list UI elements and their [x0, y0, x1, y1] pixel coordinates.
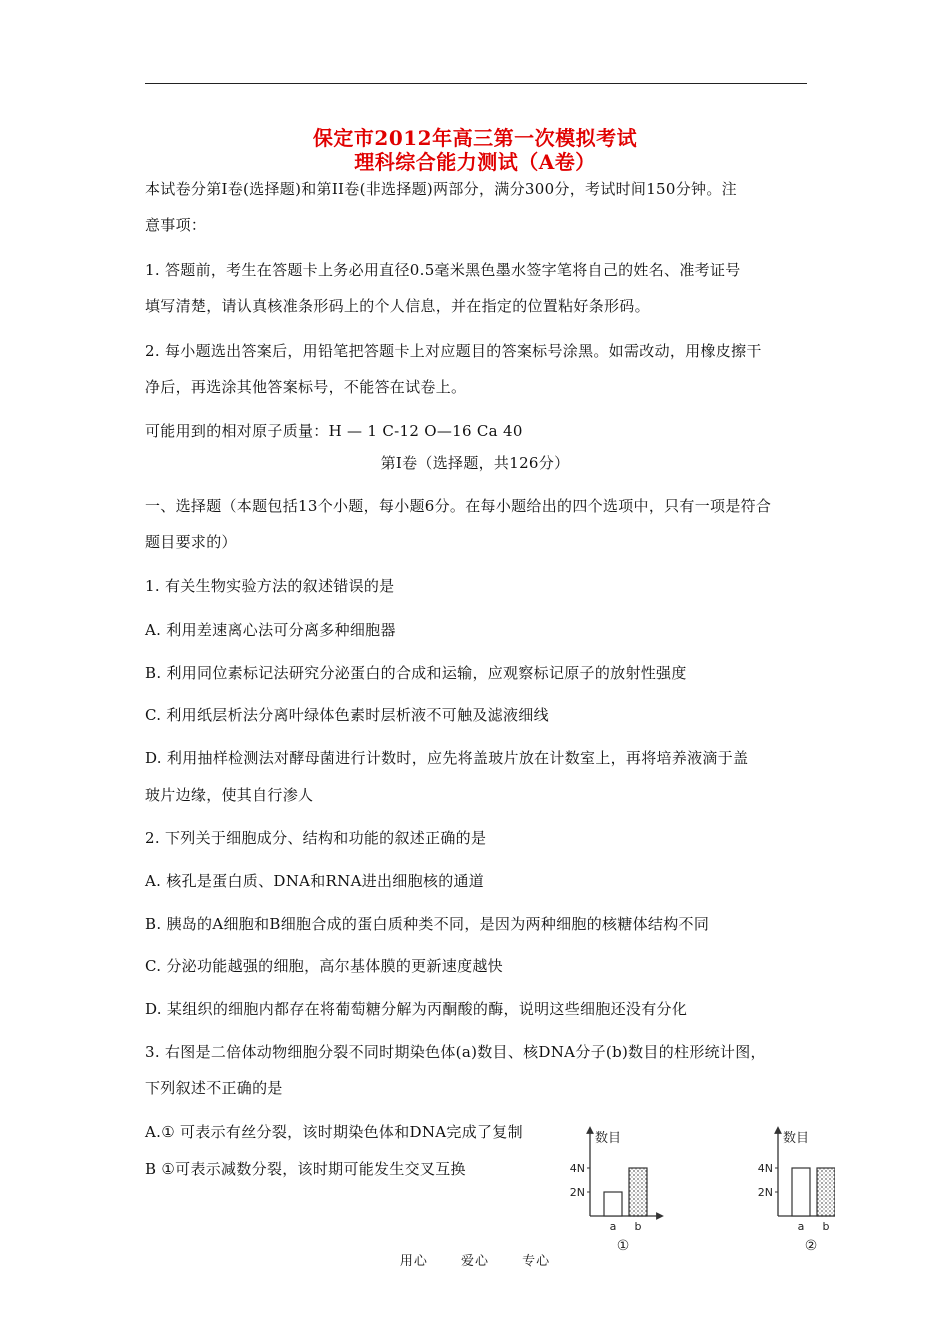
atomic-mass: 可能用到的相对原子质量：H — 1 C-12 O—16 Ca 40 — [145, 422, 523, 440]
tick-label: 2N — [757, 1186, 773, 1199]
footer-word-1: 用心 — [399, 1254, 428, 1269]
tick-label: 4N — [757, 1162, 773, 1175]
q1-option-d-line-2: 玻片边缘，使其自行渗人 — [145, 786, 314, 804]
page-footer — [0, 1250, 950, 1269]
bar — [629, 1168, 647, 1216]
tick-label: 2N — [569, 1186, 585, 1199]
chart-label: ② — [804, 1238, 818, 1254]
exam-subtitle: 理科综合能力测试（A卷） — [354, 150, 596, 174]
footer-word-2: 爱心 — [460, 1254, 489, 1269]
q2-option-c: C. 分泌功能越强的细胞，高尔基体膜的更新速度越快 — [145, 957, 503, 975]
q2-option-d: D. 某组织的细胞内都存在将葡萄糖分解为丙酮酸的酶，说明这些细胞还没有分化 — [145, 1000, 688, 1018]
footer-word-3: 专心 — [522, 1254, 551, 1269]
note-2-line-1: 2. 每小题选出答案后，用铅笔把答题卡上对应题目的答案标号涂黑。如需改动，用橡皮擦干 — [145, 342, 762, 360]
q2-stem: 2. 下列关于细胞成分、结构和功能的叙述正确的是 — [145, 829, 487, 847]
note-1-line-2: 填写清楚，请认真核准条形码上的个人信息，并在指定的位置粘好条形码。 — [145, 297, 650, 315]
category-label: a — [609, 1220, 617, 1233]
q3-option-b: B ①可表示减数分裂，该时期可能发生交叉互换 — [145, 1160, 466, 1178]
intro-line-1: 本试卷分第Ⅰ卷(选择题)和第II卷(非选择题)两部分，满分300分，考试时间150分钟。注 — [145, 180, 737, 198]
category-label: a — [797, 1220, 805, 1233]
chart-2 — [758, 1130, 835, 1254]
q1-stem: 1. 有关生物实验方法的叙述错误的是 — [145, 577, 395, 595]
tick-label: 4N — [569, 1162, 585, 1175]
q2-option-b: B. 胰岛的A细胞和B细胞合成的蛋白质种类不同，是因为两种细胞的核糖体结构不同 — [145, 915, 710, 933]
exam-title: 保定市2012年高三第一次模拟考试 — [312, 126, 638, 150]
q1-option-c: C. 利用纸层析法分离叶绿体色素时层析液不可触及滤液细线 — [145, 706, 549, 724]
bar — [604, 1192, 622, 1216]
q3-option-a: A.① 可表示有丝分裂，该时期染色体和DNA完成了复制 — [145, 1123, 523, 1141]
y-axis-label: 数目 — [783, 1131, 810, 1146]
section-1-line-2: 题目要求的） — [145, 533, 237, 551]
note-2-line-2: 净后，再选涂其他答案标号，不能答在试卷上。 — [145, 378, 467, 396]
q1-option-d-line-1: D. 利用抽样检测法对酵母菌进行计数时，应先将盖玻片放在计数室上，再将培养液滴于盖 — [145, 749, 749, 767]
q3-stem-line-2: 下列叙述不正确的是 — [145, 1079, 283, 1097]
q2-option-a: A. 核孔是蛋白质、DNA和RNA进出细胞核的通道 — [145, 872, 485, 890]
q3-stem-line-1: 3. 右图是二倍体动物细胞分裂不同时期染色体(a)数目、核DNA分子(b)数目的柱形统计图， — [145, 1043, 766, 1061]
q1-option-a: A. 利用差速离心法可分离多种细胞器 — [145, 621, 396, 639]
q3-bar-charts — [545, 1118, 835, 1258]
header-rule — [145, 83, 807, 84]
chart-label: ① — [616, 1238, 630, 1254]
category-label: b — [634, 1220, 642, 1233]
section-1-line-1: 一、选择题（本题包括13个小题，每小题6分。在每小题给出的四个选项中，只有一项是符合 — [145, 497, 772, 515]
intro-line-2: 意事项： — [145, 216, 207, 234]
bar — [792, 1168, 810, 1216]
q1-option-b: B. 利用同位素标记法研究分泌蛋白的合成和运输，应观察标记原子的放射性强度 — [145, 664, 687, 682]
bar — [817, 1168, 835, 1216]
y-axis-label: 数目 — [595, 1131, 622, 1146]
chart-1 — [570, 1130, 660, 1254]
note-1-line-1: 1. 答题前，考生在答题卡上务必用直径0.5毫米黑色墨水签字笔将自己的姓名、准考证号 — [145, 261, 741, 279]
part-1-title: 第Ⅰ卷（选择题，共126分） — [380, 454, 570, 472]
category-label: b — [822, 1220, 830, 1233]
